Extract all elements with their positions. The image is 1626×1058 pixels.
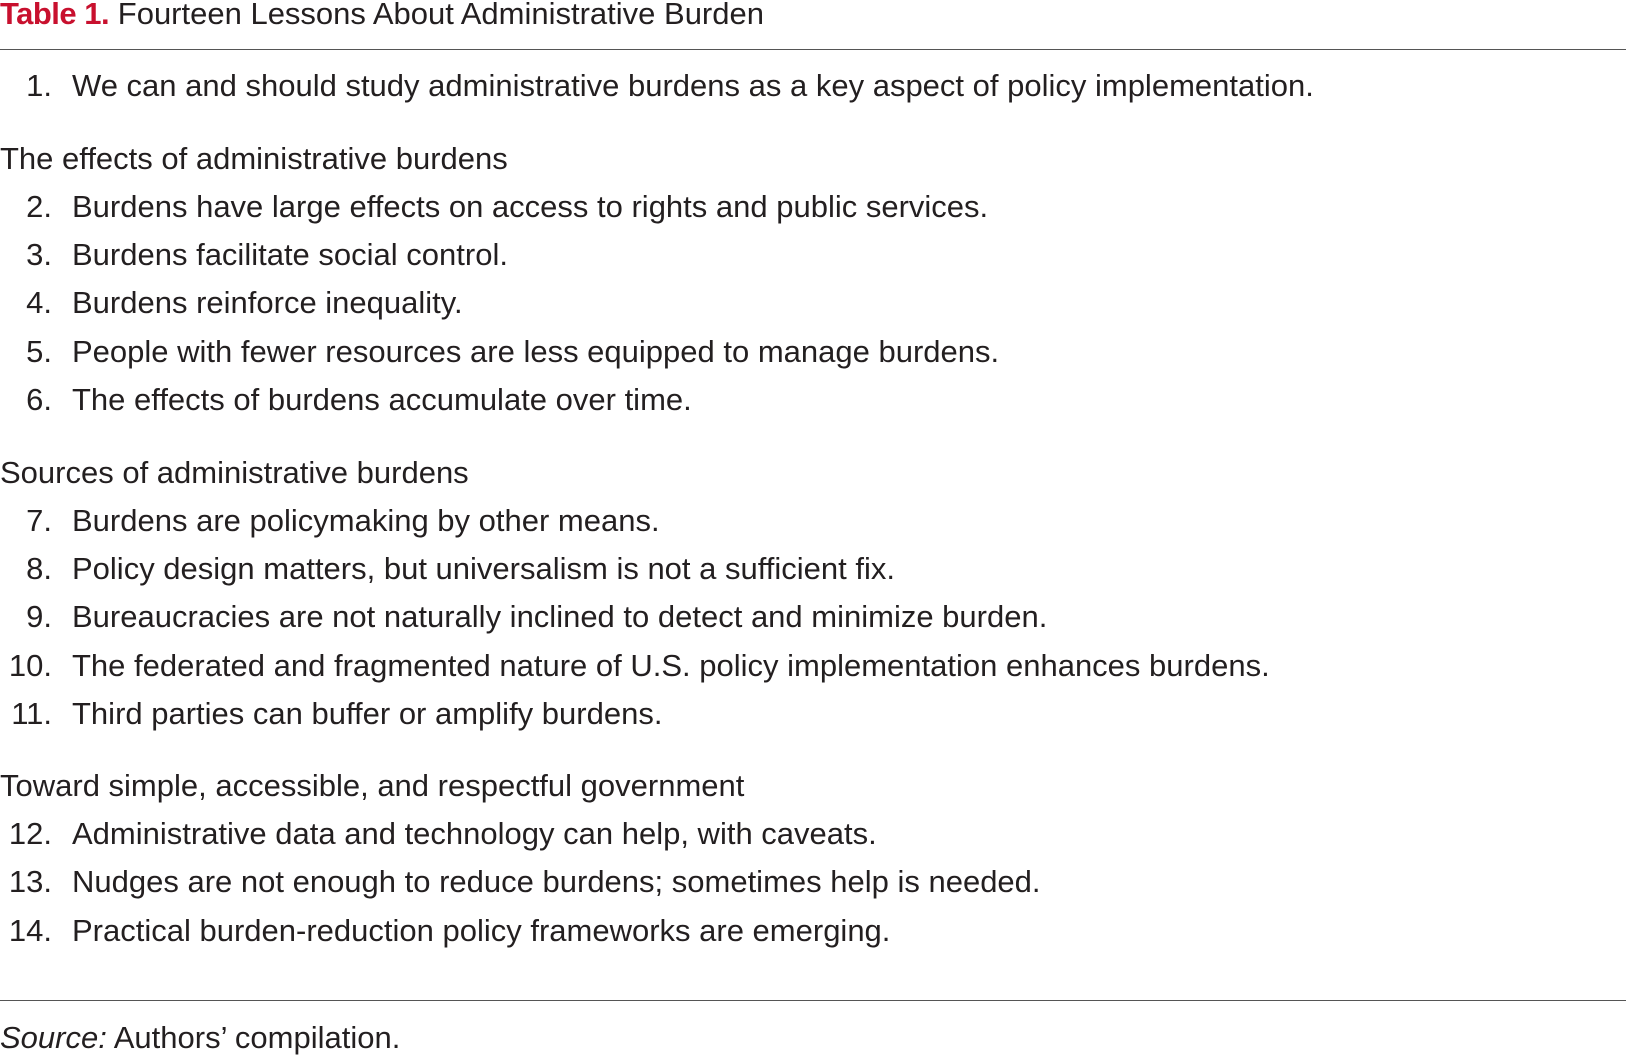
bottom-rule (0, 1000, 1626, 1001)
lesson-text: People with fewer resources are less equipped to manage burdens. (72, 334, 1000, 369)
lesson-number: 1. (26, 68, 52, 103)
lesson-text: The federated and fragmented nature of U.S. policy implementation enhances burdens. (72, 648, 1270, 683)
top-rule (0, 49, 1626, 50)
lesson-number: 7. (26, 503, 52, 538)
lesson-number: 10. (8, 648, 52, 683)
lesson-text: The effects of burdens accumulate over time. (72, 382, 692, 417)
lesson-text: Burdens reinforce inequality. (72, 285, 463, 320)
section-heading-sources: Sources of administrative burdens (0, 455, 469, 490)
lesson-number: 13. (8, 864, 52, 899)
lesson-number: 9. (26, 599, 52, 634)
lesson-text: Administrative data and technology can help, with caveats. (72, 816, 877, 851)
lesson-number: 6. (26, 382, 52, 417)
lesson-text: Burdens facilitate social control. (72, 237, 508, 272)
lesson-text: Third parties can buffer or amplify burdens. (72, 696, 663, 731)
lesson-number: 8. (26, 551, 52, 586)
lesson-number: 2. (26, 189, 52, 224)
lesson-text: Practical burden-reduction policy frameworks are emerging. (72, 913, 891, 948)
source-label: Source: (0, 1020, 107, 1055)
source-text: Authors’ compilation. (113, 1020, 401, 1055)
lesson-text: We can and should study administrative burdens as a key aspect of policy implementation. (72, 68, 1314, 103)
section-heading-effects: The effects of administrative burdens (0, 141, 508, 176)
lesson-number: 14. (8, 913, 52, 948)
lesson-text: Nudges are not enough to reduce burdens; sometimes help is needed. (72, 864, 1041, 899)
table-title (0, 0, 764, 34)
lesson-text: Burdens have large effects on access to rights and public services. (72, 189, 989, 224)
lesson-number: 3. (26, 237, 52, 272)
lesson-text: Bureaucracies are not naturally inclined to detect and minimize burden. (72, 599, 1048, 634)
lesson-number: 11. (11, 696, 52, 731)
lesson-text: Burdens are policymaking by other means. (72, 503, 660, 538)
lesson-number: 5. (26, 334, 52, 369)
source-note (0, 1018, 400, 1058)
lesson-number: 12. (8, 816, 52, 851)
table-title-text: Fourteen Lessons About Administrative Burden (117, 0, 764, 31)
section-heading-toward: Toward simple, accessible, and respectful government (0, 768, 745, 803)
lesson-text: Policy design matters, but universalism is not a sufficient fix. (72, 551, 895, 586)
table-label: Table 1. (0, 0, 110, 31)
lesson-number: 4. (26, 285, 52, 320)
